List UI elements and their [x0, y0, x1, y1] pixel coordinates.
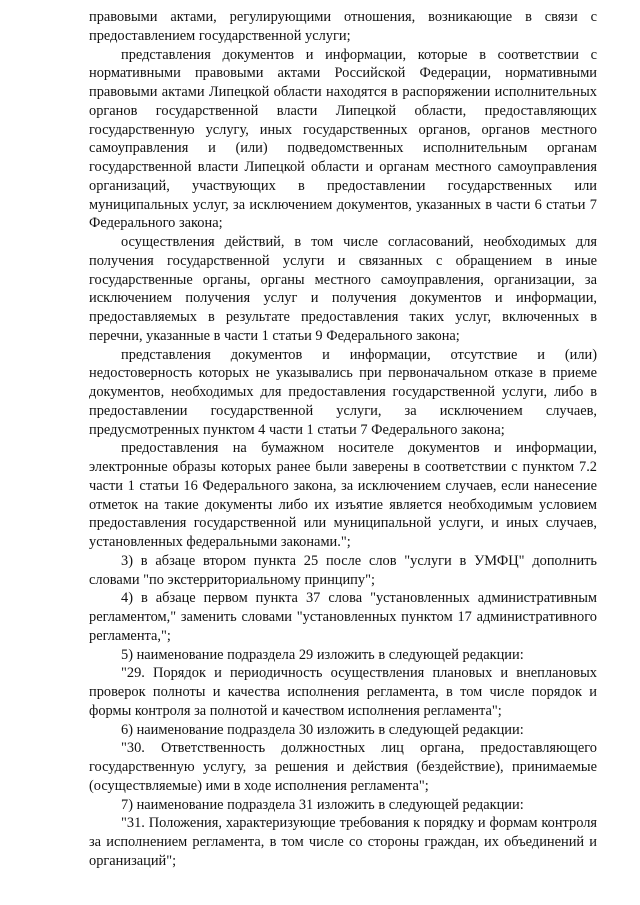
paragraph-subsection-29: "29. Порядок и периодичность осуществления плановых и внеплановых проверок полноты и качества исполнения регламента, в том числе порядок и формы контроля за полнотой и качеством исполнения регламента"; [89, 665, 597, 719]
paragraph-item-5: 5) наименование подраздела 29 изложить в следующей редакции: [121, 646, 524, 663]
paragraph-subsection-31: "31. Положения, характеризующие требования к порядку и формам контроля за исполнением регламента, в том числе со стороны граждан, их объединений и организаций"; [89, 815, 597, 869]
paragraph-paper-documents: предоставления на бумажном носителе документов и информации, электронные образы которых ранее были заверены в соответствии с пунктом 7.2 части 1 статьи 16 Федерального закона, за исключением случаев, если нанесение отметок на такие документы либо их изъятие является необходимым условием предоставления государственной или муниципальной услуги, и иных случаев, установленных федеральными законами."; [89, 440, 597, 550]
paragraph-continuation: правовыми актами, регулирующими отношения, возникающие в связи с предоставлением государственной услуги; [89, 9, 597, 44]
document-body [89, 8, 597, 871]
paragraph-item-7: 7) наименование подраздела 31 изложить в следующей редакции: [121, 796, 524, 813]
paragraph-item-3: 3) в абзаце втором пункта 25 после слов "услуги в УМФЦ" дополнить словами "по экстерриториальному принципу"; [89, 552, 597, 588]
paragraph-item-6: 6) наименование подраздела 30 изложить в следующей редакции: [121, 721, 524, 738]
paragraph-actions-approvals: осуществления действий, в том числе согласований, необходимых для получения государственной услуги и связанных с обращением в иные государственные органы, органы местного самоуправления, организации, за исключением получения услуг и получения документов и информации, предоставляемых в результате предоставления таких услуг, включенных в перечни, указанные в части 1 статьи 9 Федерального закона; [89, 234, 597, 344]
paragraph-item-4: 4) в абзаце первом пункта 37 слова "установленных административным регламентом," заменить словами "установленных пунктом 17 административного регламента,"; [89, 590, 597, 644]
paragraph-documents-information: представления документов и информации, которые в соответствии с нормативными правовыми актами Российской Федерации, нормативными правовыми актами Липецкой области находятся в распоряжении исполнительных органов государственной власти Липецкой области, предоставляющих государственную услугу, иных государственных органов, органов местного самоуправления и (или) подведомственных исполнительным органам государственной власти Липецкой области и органам местного самоуправления организаций, участвующих в предоставлении государственных или муниципальных услуг, за исключением документов, указанных в части 6 статьи 7 Федерального закона; [89, 46, 597, 232]
paragraph-subsection-30: "30. Ответственность должностных лиц органа, предоставляющего государственную услугу, за решения и действия (бездействие), принимаемые (осуществляемые) ими в ходе исполнения регламента"; [89, 740, 597, 794]
paragraph-unreliable-documents: представления документов и информации, отсутствие и (или) недостоверность которых не указывались при первоначальном отказе в приеме документов, необходимых для предоставления государственной услуги, либо в предоставлении государственной услуги, за исключением случаев, предусмотренных пунктом 4 части 1 статьи 7 Федерального закона; [89, 346, 597, 438]
